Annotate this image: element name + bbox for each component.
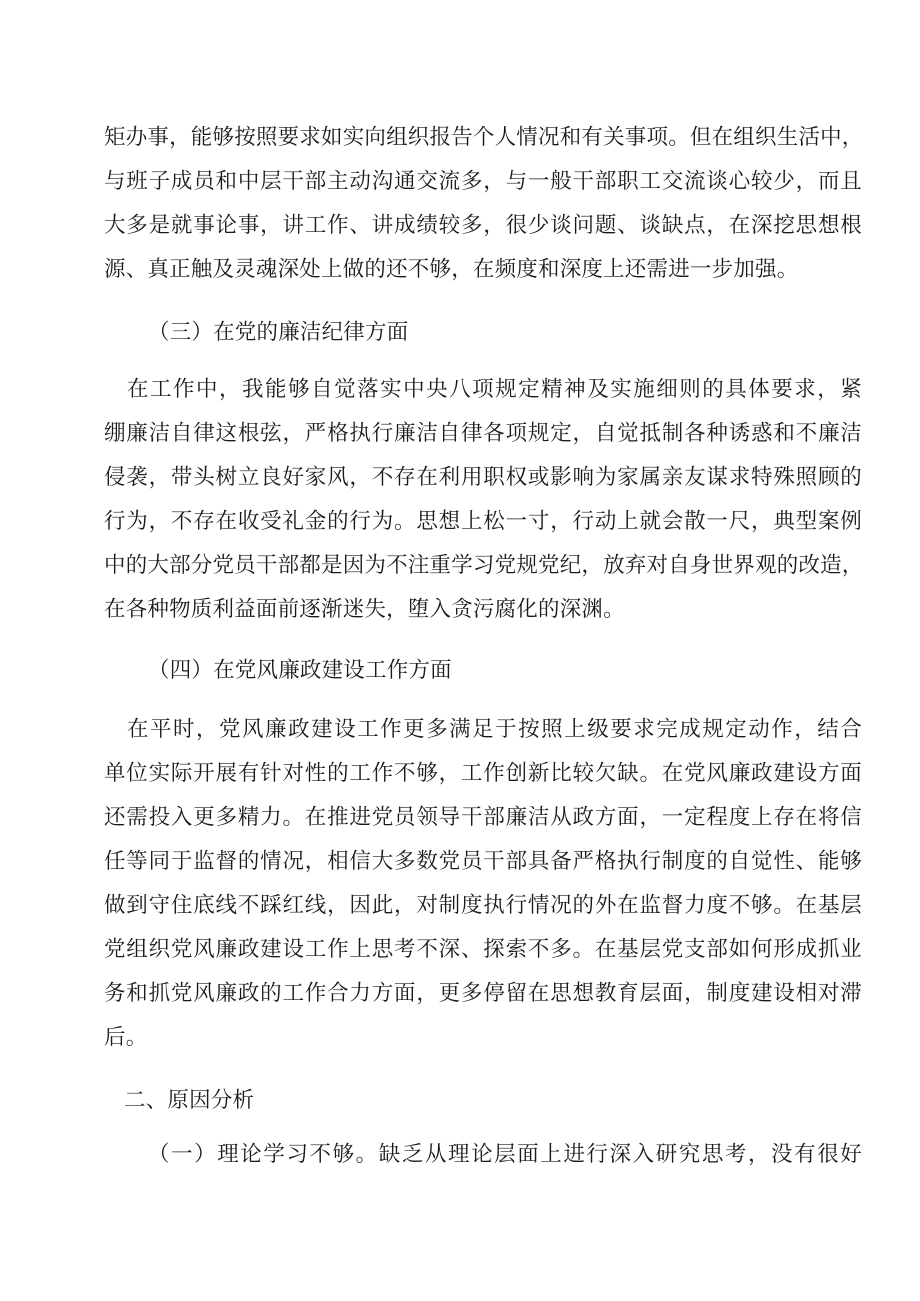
- text-line: 与班子成员和中层干部主动沟通交流多，与一般干部职工交流谈心较少，而且: [104, 169, 862, 194]
- subheading-party-conduct: （四）在党风廉政建设工作方面: [148, 658, 452, 683]
- text-line: 后。: [104, 1025, 148, 1050]
- text-line: 党组织党风廉政建设工作上思考不深、探索不多。在基层党支部如何形成抓业: [104, 937, 862, 962]
- text-line: 源、真正触及灵魂深处上做的还不够，在频度和深度上还需进一步加强。: [104, 257, 799, 282]
- text-line: 还需投入更多精力。在推进党员领导干部廉洁从政方面，一定程度上存在将信: [104, 805, 862, 830]
- text-line: 矩办事，能够按照要求如实向组织报告个人情况和有关事项。但在组织生活中，: [104, 125, 864, 150]
- text-line: 绷廉洁自律这根弦，严格执行廉洁自律各项规定，自觉抵制各种诱惑和不廉洁: [104, 421, 862, 446]
- text-line: 中的大部分党员干部都是因为不注重学习党规党纪，放弃对自身世界观的改造，: [104, 553, 864, 578]
- text-line: （一）理论学习不够。缺乏从理论层面上进行深入研究思考，没有很好: [148, 1142, 862, 1167]
- subheading-integrity-discipline: （三）在党的廉洁纪律方面: [148, 320, 409, 345]
- text-line: 务和抓党风廉政的工作合力方面，更多停留在思想教育层面，制度建设相对滞: [104, 981, 862, 1006]
- text-line: 在平时，党风廉政建设工作更多满足于按照上级要求完成规定动作，结合: [127, 717, 862, 742]
- text-line: 大多是就事论事，讲工作、讲成绩较多，很少谈问题、谈缺点，在深挖思想根: [104, 213, 862, 238]
- text-line: 行为，不存在收受礼金的行为。思想上松一寸，行动上就会散一尺，典型案例: [104, 509, 862, 534]
- text-line: 在各种物质利益面前逐渐迷失，堕入贪污腐化的深渊。: [104, 597, 625, 622]
- text-line: 在工作中，我能够自觉落实中央八项规定精神及实施细则的具体要求，紧: [127, 377, 862, 402]
- text-line: 任等同于监督的情况，相信大多数党员干部具备严格执行制度的自觉性、能够: [104, 849, 862, 874]
- section-heading-cause-analysis: 二、原因分析: [124, 1088, 255, 1113]
- text-line: 侵袭，带头树立良好家风，不存在利用职权或影响为家属亲友谋求特殊照顾的: [104, 465, 862, 490]
- text-line: 做到守住底线不踩红线，因此，对制度执行情况的外在监督力度不够。在基层: [104, 893, 862, 918]
- text-line: 单位实际开展有针对性的工作不够，工作创新比较欠缺。在党风廉政建设方面: [104, 761, 862, 786]
